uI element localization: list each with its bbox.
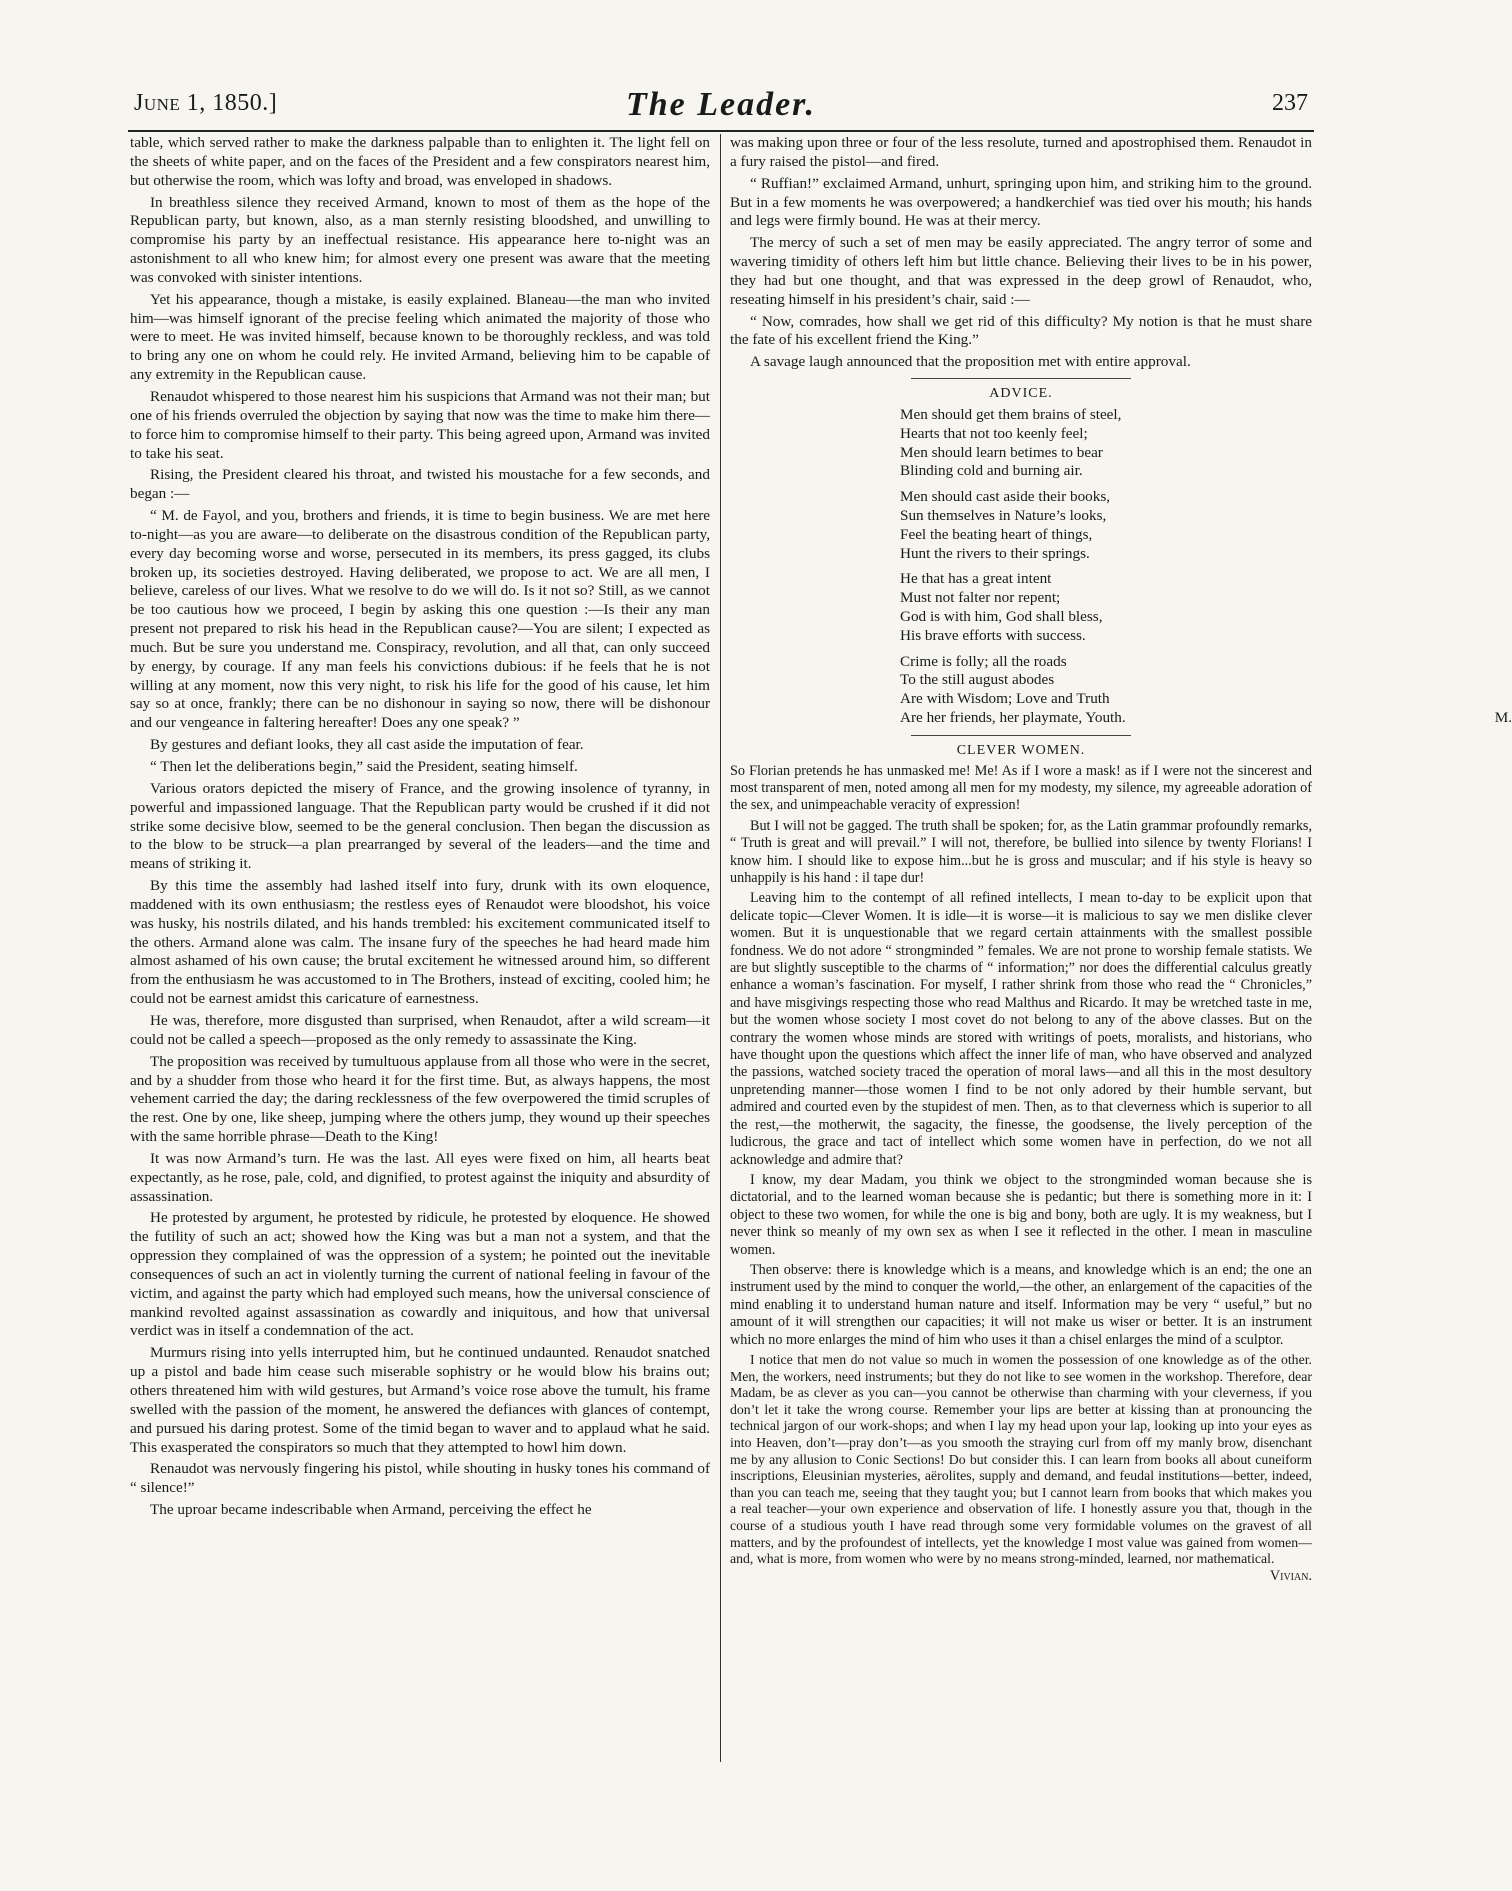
left-column bbox=[130, 134, 710, 1520]
masthead bbox=[128, 86, 1314, 122]
story-paragraph: was making upon three or four of the less resolute, turned and apostrophised them. Renaudot in a fury raised the pistol—and fired. bbox=[730, 134, 1312, 170]
poem-line bbox=[900, 708, 1512, 728]
story-paragraph: The proposition was received by tumultuous applause from all those who were in the secret, and by a shudder from those who heard it for the first time. But, as always happens, the most vehement carried the day; the daring recklessness of the few overpowered the timid scruples of the rest. One by one, like sheep, jumping where the others jump, they wound up their speeches with the same horrible phrase—Death to the King! bbox=[130, 1052, 710, 1146]
poem-line: Men should cast aside their books, bbox=[900, 488, 1111, 506]
poem-stanza bbox=[900, 488, 1312, 563]
poem-line: Feel the beating heart of things, bbox=[900, 525, 1093, 543]
poem-stanza bbox=[900, 652, 1512, 728]
story-paragraph: “ Ruffian!” exclaimed Armand, unhurt, springing upon him, and striking him to the ground. But in a few moments he was overpowered; a handkerchief was tied over his mouth; his hands and legs were firmly bound. He was at their mercy. bbox=[730, 174, 1312, 230]
poem-line: Sun themselves in Nature’s looks, bbox=[900, 506, 1107, 524]
clever-women-heading: CLEVER WOMEN. bbox=[956, 742, 1086, 758]
issue-date: June 1, 1850.] bbox=[134, 90, 278, 116]
story-paragraph: Murmurs rising into yells interrupted him, but he continued undaunted. Renaudot snatched up a pistol and bade him cease such miserable sophistry or he would blow his brains out; others threatened him with wild gestures, but Armand’s voice rose above the tumult, his frame swelled with the passion of the moment, he answered the defiances with glances of contempt, and pursued his daring protest. Some of the timid began to waver and to applaud what he said. This exasperated the conspirators so much that they attempted to howl him down. bbox=[130, 1344, 710, 1456]
article-paragraph: I know, my dear Madam, you think we object to the strongminded woman because she is dictatorial, and to the learned woman because she is pedantic; but there is something more in it: I object to these two women, for while the one is big and bony, both are ugly. It is my weakness, but I never think so meanly of my own sex as when I see it reflected in the other. I mean in masculine women. bbox=[730, 1171, 1312, 1258]
story-paragraph: “ Then let the deliberations begin,” said the President, seating himself. bbox=[150, 758, 578, 775]
column-divider bbox=[720, 134, 721, 1762]
story-paragraph: He was, therefore, more disgusted than surprised, when Renaudot, after a wild scream—it could not be called a speech—proposed as the only remedy to assassinate the King. bbox=[130, 1011, 710, 1048]
poem-line: Men should get them brains of steel, bbox=[900, 405, 1122, 423]
article-paragraph: Leaving him to the contempt of all refined intellects, I mean to-day to be explicit upon that delicate topic—Clever Women. It is idle—it is worse—it is malicious to say we men dislike clever women. But it is unquestionable that we regard certain attainments with the smallest possible fondness. We do not adore “ strongminded ” females. We are not prone to worship female statists. We are but slightly susceptible to the charms of “ information;” nor does the differential calculus greatly enhance a woman’s fascination. For myself, I rather shrink from those who read the “ Chronicles,” and have misgivings respecting those who read Malthus and Ricardo. It may be wretched taste in me, but the women whose society I most covet do not belong to any of the above classes. But on the contrary the women whose minds are stored with writings of poets, moralists, and historians, who have thought upon the questions which affect the inner life of man, who have observed and analyzed the passions, watched society traced the operation of moral laws—and all this in the most desultory unpretending manner—those women I find to be not only adored by their humble servant, but admired and courted even by the stupidest of men. Then, as to that cleverness which is superior to all the rest,—the motherwit, the sagacity, the finesse, the goodsense, the lively perception of the ludicrous, the grace and tact of intellect which some women have in perfection, do we not all acknowledge and admire that? bbox=[730, 890, 1312, 1168]
poem-stanza bbox=[900, 570, 1312, 645]
article-paragraph: I notice that men do not value so much in women the possession of one knowledge as of the other. Men, the workers, need instruments; but they do not like to see women in the workshop. Therefore, dear Madam, be as clever as you can—you cannot be otherwise than charming with your cleverness, if you don’t let it take the wrong course. Remember your lips are better at kissing than at pronouncing the technical jargon of our work-shops; and when I lay my head upon your lap, looking up into your eyes as into Heaven, don’t—pray don’t—as you smooth the straying curl from off my manly brow, disenchant me by any allusion to Conic Sections! Do but consider this. I can learn from books all about cuneiform inscriptions, Eleusinian mysteries, aërolites, supply and demand, and feudal institutions—better, indeed, than you can teach me, seeing that they taught you; but I cannot learn from books that which makes you a real teacher—your own experience and observation of life. I honestly assure you that, though in the course of a studious youth I have read through some very formidable volumes on the gravest of all matters, and by the profoundest of intellects, yet the knowledge I most value was gained from women—and, what is more, from women who were by no means strong-minded, learned, nor mathematical. bbox=[730, 1351, 1312, 1567]
story-paragraph: The uproar became indescribable when Armand, perceiving the effect he bbox=[150, 1501, 592, 1519]
article-signature: Vivian. bbox=[1269, 1567, 1312, 1584]
article-paragraph: But I will not be gagged. The truth shall be spoken; for, as the Latin grammar profoundly remarks, “ Truth is great and will prevail.” I will not, therefore, be bullied into silence by twenty Florians! I know him. I should like to expose him...but he is gross and muscular; and if his style is heavy so unhappily is his hand : il tape dur! bbox=[730, 817, 1312, 886]
poem-line: God is with him, God shall bless, bbox=[900, 607, 1103, 625]
page-number: 237 bbox=[1272, 90, 1308, 116]
advice-heading: ADVICE. bbox=[989, 386, 1053, 402]
article-paragraph: So Florian pretends he has unmasked me! Me! As if I wore a mask! as if I were not the sincerest and most transparent of men, noted among all men for my modesty, my silence, my agreeable adoration of the sex, and unimpeachable veracity of expression! bbox=[730, 762, 1312, 814]
section-rule bbox=[911, 378, 1131, 379]
story-paragraph: The mercy of such a set of men may be easily appreciated. The angry terror of some and wavering timidity of others left him but little chance. Believing their lives to be in his power, they had but one thought, and that was expressed in the deep growl of Renaudot, who, reseating himself in his president’s chair, said :— bbox=[730, 234, 1312, 308]
story-paragraph: In breathless silence they received Armand, known to most of them as the hope of the Republican party, but known, also, as a man sternly resisting bloodshed, and unwilling to compromise his party by an ineffectual resistance. His appearance here to-night was an astonishment to all who knew him; for almost every one present was aware that the meeting was convoked with sinister intentions. bbox=[130, 193, 710, 286]
right-column bbox=[730, 134, 1512, 1585]
story-paragraph: Renaudot whispered to those nearest him his suspicions that Armand was not their man; but one of his friends overruled the objection by saying that now was the time to make him there—to force him to compromise himself to their party. This being agreed upon, Armand was invited to take his seat. bbox=[130, 387, 710, 462]
story-paragraph: A savage laugh announced that the proposition met with entire approval. bbox=[750, 353, 1191, 371]
story-paragraph: By this time the assembly had lashed itself into fury, drunk with its own eloquence, maddened with its own enthusiasm; the restless eyes of Renaudot were bloodshot, his voice was husky, his nostrils dilated, and his hands trembled: his excitement communicated itself to the others. Armand alone was calm. The insane fury of the speeches he had heard made him almost ashamed of his own cause; the brutal excitement he witnessed around him, so different from the enthusiasm he was accustomed to in The Brothers, instead of exciting, cooled him; he could not be earnest amidst this caricature of earnestness. bbox=[130, 877, 710, 1008]
poem-stanza bbox=[900, 406, 1312, 481]
advice-poem bbox=[900, 405, 1512, 728]
story-paragraph: Yet his appearance, though a mistake, is easily explained. Blaneau—the man who invited him—was himself ignorant of the precise feeling which animated the majority of those who were to meet. He was invited himself, because known to be thoroughly reckless, and was told to bring any one on whom he could rely. He invited Armand, believing him to be capable of any extremity in the Republican cause. bbox=[130, 290, 710, 384]
story-paragraph: By gestures and defiant looks, they all cast aside the imputation of fear. bbox=[150, 736, 584, 754]
story-paragraph: “ Now, comrades, how shall we get rid of this difficulty? My notion is that he must share the fate of his excellent friend the King.” bbox=[730, 312, 1312, 349]
clever-women-article bbox=[730, 763, 1312, 1586]
story-paragraph: Various orators depicted the misery of France, and the growing insolence of tyranny, in powerful and impassioned language. That the Republican party would be crushed if it did not strike some decisive blow, seemed to be the general conclusion. Then began the discussion as to the blow to be struck—a plan prearranged by several of the leaders—and the time and means of striking it. bbox=[130, 779, 710, 873]
poem-line: He that has a great intent bbox=[900, 570, 1052, 588]
header-rule bbox=[128, 130, 1314, 132]
story-paragraph: He protested by argument, he protested by ridicule, he protested by eloquence. He showed the futility of such an act; showed how the King was but a man not a system, and that the oppression they complained of was the oppression of a system; he pointed out the inevitable consequences of such an act in violently turning the current of national feeling in favour of the victim, and against the party which had employed such means, how the universal conscience of mankind revolted against assassination as cowardly and iniquitous, and how that universal verdict was in itself a condemnation of the act. bbox=[130, 1209, 710, 1340]
poem-line: Men should learn betimes to bear bbox=[900, 443, 1103, 461]
story-paragraph: Rising, the President cleared his throat, and twisted his moustache for a few seconds, and began :— bbox=[130, 466, 710, 503]
poem-line: Are with Wisdom; Love and Truth bbox=[900, 690, 1110, 708]
poem-line: Crime is folly; all the roads bbox=[900, 652, 1067, 670]
story-paragraph: Renaudot was nervously fingering his pistol, while shouting in husky tones his command of “ silence!” bbox=[130, 1460, 710, 1497]
poem-signature: M. bbox=[1494, 708, 1512, 726]
story-paragraph: It was now Armand’s turn. He was the last. All eyes were fixed on him, all hearts beat expectantly, as he rose, pale, cold, and dignified, to protest against the iniquity and absurdity of assassination. bbox=[130, 1149, 710, 1205]
poem-line: Must not falter nor repent; bbox=[900, 589, 1061, 607]
poem-line: Hunt the rivers to their springs. bbox=[900, 544, 1090, 562]
poem-line: To the still august abodes bbox=[900, 671, 1055, 689]
newspaper-title: The Leader. bbox=[625, 86, 817, 123]
poem-line: Hearts that not too keenly feel; bbox=[900, 424, 1088, 442]
story-paragraph: “ M. de Fayol, and you, brothers and friends, it is time to begin business. We are met here to-night—as you are aware—to deliberate on the disastrous condition of the Republican party, every day becoming worse and worse, persecuted in its members, its press gagged, its clubs broken up, its societies destroyed. Having deliberated, we propose to act. We are all men, I believe, careless of our lives. What we resolve to do we will do. Is it not so? Still, as we cannot be too cautious how we proceed, I begin by asking this one question :—Is their any man present not prepared to risk his head in the Republican cause?—You are silent; I expected as much. But be sure you understand me. Conspiracy, revolution, and all that, can only succeed by energy, by courage. If any man feels his convictions dubious: if he feels that he is not willing at any moment, now this very night, to risk his life for the good of his cause, let him say so at once, frankly; there can be no dishonour in saying so now, there will be dishonour and our vengeance in faltering hereafter! Does any one speak? ” bbox=[130, 507, 710, 732]
poem-line: Blinding cold and burning air. bbox=[900, 462, 1083, 480]
article-paragraph: Then observe: there is knowledge which is a means, and knowledge which is an end; the one an instrument used by the mind to conquer the world,—the other, an enlargement of the capacities of the mind enabling it to understand human nature and itself. Information may be very “ useful,” but no amount of it will strengthen our capacities; it will not make us wiser or better. It is an instrument which no more enlarges the mind of him who uses it than a chisel enlarges the mind of a sculptor. bbox=[730, 1261, 1312, 1348]
section-rule bbox=[911, 735, 1131, 736]
poem-line: His brave efforts with success. bbox=[900, 626, 1086, 644]
story-paragraph: table, which served rather to make the darkness palpable than to enlighten it. The light fell on the sheets of white paper, and on the faces of the President and a few conspirators nearest him, but otherwise the room, which was lofty and broad, was enveloped in shadows. bbox=[130, 134, 710, 189]
poem-line-text: Are her friends, her playmate, Youth. bbox=[900, 708, 1126, 726]
